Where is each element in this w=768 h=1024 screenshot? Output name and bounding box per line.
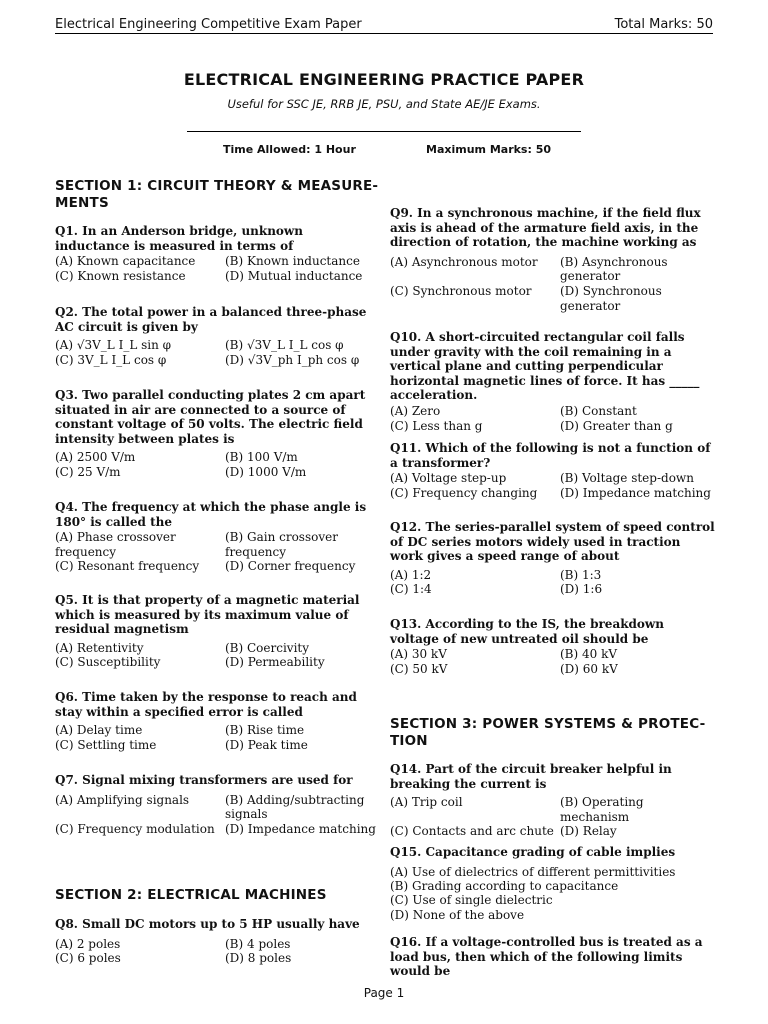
question-9 <box>390 206 716 313</box>
options <box>390 255 716 313</box>
options <box>55 450 381 479</box>
options <box>390 471 716 500</box>
question-text: Q2. The total power in a balanced three-phase AC circuit is given by <box>55 305 367 334</box>
question-text: Q10. A short-circuited rectangular coil falls under gravity with the coil remaining in a vertical plane and cutting perpendicular horizontal magnetic lines of force. It has _____ acceleration. <box>390 330 700 403</box>
option-b: (B) Operating mechanism <box>560 795 644 824</box>
option-a: (A) Delay time <box>55 723 143 738</box>
question-text: Q14. Part of the circuit breaker helpful in breaking the current is <box>390 762 672 791</box>
option-a: (A) Use of dielectrics of different permittivities <box>390 864 676 879</box>
option-b: (B) √3V_L I_L cos φ <box>225 338 344 353</box>
option-a: (A) Amplifying signals <box>55 792 190 807</box>
question-text: Q11. Which of the following is not a function of a transformer? <box>390 441 711 470</box>
option-a: (A) Retentivity <box>55 640 144 655</box>
option-d: (D) Synchronous generator <box>560 283 662 313</box>
options <box>390 404 716 433</box>
options <box>390 568 716 597</box>
options <box>55 937 381 966</box>
option-c: (C) Resonant frequency <box>55 559 200 574</box>
title-rule <box>187 131 581 132</box>
option-a: (A) Trip coil <box>390 795 463 810</box>
options <box>55 793 381 837</box>
option-c: (C) 25 V/m <box>55 464 121 479</box>
option-d: (D) √3V_ph I_ph cos φ <box>225 352 360 367</box>
option-a: (A) 1:2 <box>390 567 432 582</box>
option-b: (B) Known inductance <box>225 254 360 269</box>
option-c: (C) 1:4 <box>390 582 432 597</box>
options <box>55 338 381 367</box>
question-10 <box>390 330 716 433</box>
question-12 <box>390 520 716 597</box>
option-d: (D) 60 kV <box>560 661 618 676</box>
option-d: (D) Greater than g <box>560 418 673 433</box>
option-a: (A) √3V_L I_L sin φ <box>55 338 172 353</box>
option-c: (C) Frequency changing <box>390 485 538 500</box>
section-1-heading: SECTION 1: CIRCUIT THEORY & MEASURE-MENTS <box>55 178 379 211</box>
options <box>55 723 381 752</box>
option-c: (C) Synchronous motor <box>390 283 532 298</box>
question-text: Q1. In an Anderson bridge, unknown inductance is measured in terms of <box>55 224 303 253</box>
option-a: (A) Phase crossover frequency <box>55 530 176 559</box>
options <box>55 641 381 670</box>
option-c: (C) Contacts and arc chute <box>390 824 554 839</box>
option-b: (B) Constant <box>560 403 637 418</box>
option-a: (A) 2500 V/m <box>55 450 136 465</box>
question-text: Q7. Signal mixing transformers are used for <box>55 773 353 787</box>
option-d: (D) Mutual inductance <box>225 268 363 283</box>
option-c: (C) Frequency modulation <box>55 821 215 836</box>
running-header <box>55 14 713 32</box>
question-2 <box>55 305 381 367</box>
question-text: Q9. In a synchronous machine, if the field flux axis is ahead of the armature field axis, in the direction of rotation, the machine working as <box>390 206 701 250</box>
option-a: (A) Known capacitance <box>55 254 196 269</box>
option-d: (D) Relay <box>560 824 617 839</box>
option-b: (B) Asynchronous generator <box>560 254 668 284</box>
option-c: (C) 50 kV <box>390 661 448 676</box>
header-left: Electrical Engineering Competitive Exam Paper <box>55 17 362 32</box>
question-7 <box>55 773 381 836</box>
time-allowed: Time Allowed: 1 Hour <box>223 143 356 156</box>
option-b: (B) Grading according to capacitance <box>390 879 619 893</box>
option-c: (C) Susceptibility <box>55 655 161 670</box>
section-2-heading: SECTION 2: ELECTRICAL MACHINES <box>55 887 327 903</box>
option-c: (C) Use of single dielectric <box>390 893 553 908</box>
question-text: Q6. Time taken by the response to reach and stay within a specified error is called <box>55 690 357 719</box>
question-text: Q15. Capacitance grading of cable implies <box>390 845 676 859</box>
option-b: (B) Gain crossover frequency <box>225 530 338 559</box>
header-right: Total Marks: 50 <box>614 17 713 32</box>
option-a: (A) Asynchronous motor <box>390 254 538 269</box>
question-3 <box>55 388 381 480</box>
option-b: (B) 100 V/m <box>225 450 298 465</box>
option-b: (B) Rise time <box>225 723 305 738</box>
option-d: (D) Peak time <box>225 737 308 752</box>
option-a: (A) Voltage step-up <box>390 471 507 486</box>
question-text: Q16. If a voltage-controlled bus is treated as a load bus, then which of the following limits would be <box>390 935 703 979</box>
question-15 <box>390 845 716 922</box>
question-text: Q4. The frequency at which the phase angle is 180° is called the <box>55 500 367 529</box>
question-text: Q12. The series-parallel system of speed control of DC series motors widely used in traction work gives a speed range of about <box>390 520 715 564</box>
option-d: (D) Permeability <box>225 655 325 670</box>
question-16 <box>390 935 716 979</box>
maximum-marks: Maximum Marks: 50 <box>426 143 552 156</box>
option-c: (C) Less than g <box>390 418 483 433</box>
option-d: (D) 8 poles <box>225 951 292 966</box>
options <box>390 795 716 839</box>
option-c: (C) Settling time <box>55 737 157 752</box>
option-c: (C) Known resistance <box>55 268 186 283</box>
question-text: Q8. Small DC motors up to 5 HP usually have <box>55 917 360 931</box>
paper-title: ELECTRICAL ENGINEERING PRACTICE PAPER <box>183 70 585 89</box>
option-d: (D) None of the above <box>390 907 525 922</box>
option-b: (B) 4 poles <box>225 936 291 951</box>
option-b: (B) Voltage step-down <box>560 471 694 486</box>
option-b: (B) Adding/subtracting signals <box>225 792 365 822</box>
question-11 <box>390 441 716 500</box>
option-a: (A) 30 kV <box>390 647 447 662</box>
option-b: (B) Coercivity <box>225 640 310 655</box>
question-4 <box>55 500 381 574</box>
option-c: (C) 6 poles <box>55 951 121 966</box>
section-3-heading: SECTION 3: POWER SYSTEMS & PROTEC-TION <box>390 716 706 749</box>
options <box>390 865 716 923</box>
option-c: (C) 3V_L I_L cos φ <box>55 352 167 367</box>
options <box>55 530 381 574</box>
option-d: (D) Impedance matching <box>560 485 711 500</box>
option-a: (A) 2 poles <box>55 936 121 951</box>
question-text: Q13. According to the IS, the breakdown voltage of new untreated oil should be <box>390 617 664 646</box>
option-a: (A) Zero <box>390 403 441 418</box>
option-d: (D) Impedance matching <box>225 821 376 836</box>
options <box>390 647 716 676</box>
option-d: (D) 1000 V/m <box>225 464 307 479</box>
question-text: Q5. It is that property of a magnetic material which is measured by its maximum value of residual magnetism <box>55 593 360 637</box>
option-b: (B) 1:3 <box>560 567 602 582</box>
question-1 <box>55 224 381 283</box>
header-rule <box>55 33 713 34</box>
question-14 <box>390 762 716 839</box>
question-5 <box>55 593 381 670</box>
options <box>55 254 381 283</box>
question-6 <box>55 690 381 752</box>
question-13 <box>390 617 716 676</box>
page-number: Page 1 <box>363 986 405 1000</box>
option-b: (B) 40 kV <box>560 647 618 662</box>
question-8 <box>55 917 381 966</box>
option-d: (D) Corner frequency <box>225 559 356 574</box>
question-text: Q3. Two parallel conducting plates 2 cm apart situated in air are connected to a source of constant voltage of 50 volts. The electric field intensity between plates is <box>55 388 366 446</box>
paper-subtitle: Useful for SSC JE, RRB JE, PSU, and State AE/JE Exams. <box>227 97 541 111</box>
option-d: (D) 1:6 <box>560 582 603 597</box>
